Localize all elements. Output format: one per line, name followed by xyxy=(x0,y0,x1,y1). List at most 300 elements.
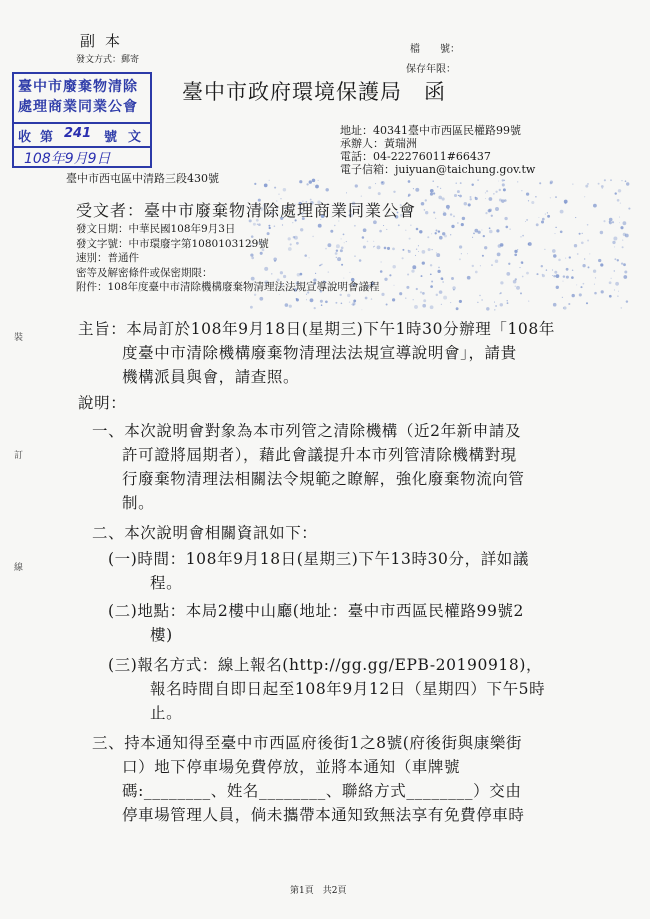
scan-speckle xyxy=(588,266,590,268)
scan-speckle xyxy=(482,255,484,257)
scan-speckle xyxy=(430,273,432,275)
scan-speckle xyxy=(451,225,454,228)
scan-speckle xyxy=(526,272,529,275)
scan-speckle xyxy=(408,250,410,252)
scan-speckle xyxy=(503,188,506,191)
binding-mark-ding: 訂 xyxy=(14,451,24,461)
scan-speckle xyxy=(427,236,429,238)
scan-speckle xyxy=(453,289,455,291)
scan-speckle xyxy=(437,270,440,273)
scan-speckle xyxy=(435,232,437,234)
scan-speckle xyxy=(408,195,410,197)
scan-speckle xyxy=(609,221,611,223)
scan-speckle xyxy=(371,298,372,299)
scan-speckle xyxy=(495,191,497,193)
stamp-date: 108年9月9日 xyxy=(24,151,111,167)
scan-speckle xyxy=(430,305,434,309)
scan-speckle xyxy=(411,269,414,272)
scan-speckle xyxy=(508,263,510,265)
scan-speckle xyxy=(485,212,487,214)
scan-speckle xyxy=(439,290,443,294)
scan-speckle xyxy=(601,290,604,293)
scan-speckle xyxy=(399,292,402,295)
body-line: 行廢棄物清理法相關法令規範之瞭解，強化廢棄物流向管 xyxy=(122,470,525,488)
scan-speckle xyxy=(457,190,460,193)
scan-speckle xyxy=(368,186,371,189)
scan-speckle xyxy=(398,224,400,226)
meta-attachment: 附件：108年度臺中市清除機構廢棄物清理法法規宣導說明會議程 xyxy=(76,281,380,293)
scan-speckle xyxy=(495,305,497,307)
scan-speckle xyxy=(422,292,425,295)
recipient-address: 臺中市西屯區中清路三段430號 xyxy=(66,172,219,185)
scan-speckle xyxy=(502,183,505,186)
scan-speckle xyxy=(554,233,555,234)
scan-speckle xyxy=(416,228,419,231)
scan-speckle xyxy=(623,275,627,279)
scan-speckle xyxy=(446,205,450,209)
scan-speckle xyxy=(520,292,522,294)
scan-speckle xyxy=(461,223,464,226)
scan-speckle xyxy=(413,188,414,189)
scan-speckle xyxy=(462,217,465,220)
scan-speckle xyxy=(628,208,630,210)
meta-date: 發文日期：中華民國108年9月3日 xyxy=(76,223,236,235)
scan-speckle xyxy=(443,212,447,216)
scan-speckle xyxy=(604,179,606,181)
scan-speckle xyxy=(582,233,583,234)
scan-speckle xyxy=(515,286,516,287)
scan-speckle xyxy=(379,230,382,233)
scan-speckle xyxy=(589,253,590,254)
scan-speckle xyxy=(603,220,605,222)
scan-speckle xyxy=(408,180,411,183)
scan-speckle xyxy=(507,302,509,304)
scan-speckle xyxy=(386,304,388,306)
scan-speckle xyxy=(609,218,613,222)
scan-speckle xyxy=(576,284,577,285)
scan-speckle xyxy=(432,249,433,250)
scan-speckle xyxy=(477,179,478,180)
scan-speckle xyxy=(493,193,494,194)
scan-speckle xyxy=(600,263,603,266)
scan-speckle xyxy=(566,268,569,271)
scan-speckle xyxy=(485,198,486,199)
scan-speckle xyxy=(416,288,418,290)
scan-speckle xyxy=(617,295,619,297)
scan-speckle xyxy=(443,296,447,300)
scan-speckle xyxy=(460,182,462,184)
scan-speckle xyxy=(451,277,454,280)
scan-speckle xyxy=(470,196,472,198)
scan-speckle xyxy=(386,229,387,230)
body-line: 報名時間自即日起至108年9月12日（星期四）下午5時 xyxy=(150,680,546,698)
body-line: 口）地下停車場免費停放，並將本通知（車牌號 xyxy=(122,758,461,776)
scan-speckle xyxy=(584,196,585,197)
scan-speckle xyxy=(361,309,362,310)
scan-speckle xyxy=(612,241,615,244)
meta-speed: 速別：普通件 xyxy=(76,252,139,264)
scan-speckle xyxy=(320,300,323,303)
scan-speckle xyxy=(430,285,433,288)
scan-speckle xyxy=(433,181,434,182)
scan-speckle xyxy=(494,302,495,303)
scan-speckle xyxy=(614,289,615,290)
contact-block xyxy=(340,124,535,176)
scan-speckle xyxy=(422,304,426,308)
scan-speckle xyxy=(444,235,447,238)
scan-speckle xyxy=(560,210,564,214)
scan-speckle xyxy=(587,224,589,226)
scan-speckle xyxy=(500,303,503,306)
contact-handler: 承辦人：黃瑞洲 xyxy=(340,137,417,150)
binding-mark-zhuang: 裝 xyxy=(14,333,24,343)
scan-speckle xyxy=(453,215,455,217)
meta-number: 發文字號：中市環廢字第1080103129號 xyxy=(76,237,269,250)
body-line: 停車場管理人員，倘未攜帶本通知致無法享有免費停車時 xyxy=(122,806,525,824)
scan-speckle xyxy=(547,215,550,218)
body-line: 機構派員與會，請查照。 xyxy=(122,368,300,386)
scan-speckle xyxy=(314,307,316,309)
scan-speckle xyxy=(498,244,502,248)
scan-speckle xyxy=(384,247,387,250)
scan-speckle xyxy=(489,227,491,229)
scan-speckle xyxy=(423,299,426,302)
scan-speckle xyxy=(299,180,302,183)
scan-speckle xyxy=(614,270,615,271)
stamp-di: 第 xyxy=(40,130,54,145)
body-line: 主旨：本局訂於108年9月18日(星期三)下午1時30分辦理「108年 xyxy=(78,320,555,338)
scan-speckle xyxy=(283,188,286,191)
scan-speckle xyxy=(546,269,547,270)
scan-speckle xyxy=(459,195,462,198)
scan-speckle xyxy=(586,302,588,304)
scan-speckle xyxy=(601,185,604,188)
scan-speckle xyxy=(420,291,422,293)
scan-speckle xyxy=(620,307,622,309)
scan-speckle xyxy=(421,275,423,277)
scan-speckle xyxy=(615,192,617,194)
scan-speckle xyxy=(430,189,434,193)
body-line: (二)地點：本局2樓中山廳(地址：臺中市西區民權路99號2 xyxy=(108,602,524,620)
scan-speckle xyxy=(520,236,522,238)
scan-speckle xyxy=(436,294,438,296)
scan-speckle xyxy=(475,197,477,199)
scan-speckle xyxy=(541,220,544,223)
scan-speckle xyxy=(560,230,563,233)
scan-speckle xyxy=(306,299,307,300)
scan-speckle xyxy=(563,308,564,309)
scan-speckle xyxy=(405,297,406,298)
scan-speckle xyxy=(584,258,585,259)
stamp-wen: 文 xyxy=(128,130,142,145)
scan-speckle xyxy=(431,233,432,234)
scan-speckle xyxy=(600,231,603,234)
scan-speckle xyxy=(405,230,406,231)
scan-speckle xyxy=(406,286,409,289)
scan-speckle xyxy=(552,249,556,253)
scan-speckle xyxy=(539,182,541,184)
scan-speckle xyxy=(553,254,556,257)
scan-speckle xyxy=(441,304,442,305)
scan-speckle xyxy=(430,193,433,196)
scan-speckle xyxy=(528,200,529,201)
scan-speckle xyxy=(415,188,419,192)
scan-speckle xyxy=(442,278,444,280)
scan-speckle xyxy=(430,264,432,266)
preserve-years: 保存年限： xyxy=(406,64,456,75)
scan-speckle xyxy=(439,236,443,240)
scan-speckle xyxy=(505,226,508,229)
scan-speckle xyxy=(472,265,474,267)
scan-speckle xyxy=(309,180,312,183)
scan-speckle xyxy=(622,246,624,248)
scan-speckle xyxy=(565,258,566,259)
scan-speckle xyxy=(477,302,478,303)
scan-speckle xyxy=(569,256,571,258)
scan-speckle xyxy=(442,197,445,200)
scan-speckle xyxy=(312,179,316,183)
scan-speckle xyxy=(392,248,395,251)
body-line: 三、持本通知得至臺中市西區府後街1之8號(府後街與康樂街 xyxy=(92,734,523,752)
scan-speckle xyxy=(250,306,253,309)
scan-speckle xyxy=(483,235,485,237)
scan-speckle xyxy=(409,238,411,240)
scan-speckle xyxy=(566,276,569,279)
scan-speckle xyxy=(392,265,395,268)
scan-speckle xyxy=(618,291,619,292)
scan-speckle xyxy=(422,250,426,254)
scan-speckle xyxy=(594,284,595,285)
scan-speckle xyxy=(433,212,435,214)
scan-speckle xyxy=(341,303,343,305)
scan-speckle xyxy=(572,270,574,272)
scan-speckle xyxy=(410,225,411,226)
scan-speckle xyxy=(507,300,508,301)
scan-speckle xyxy=(443,211,444,212)
scan-speckle xyxy=(485,192,486,193)
scan-speckle xyxy=(514,250,517,253)
scan-speckle xyxy=(587,183,589,185)
scan-speckle xyxy=(443,281,444,282)
scan-speckle xyxy=(438,230,440,232)
scan-speckle xyxy=(274,187,276,189)
scan-speckle xyxy=(353,299,356,302)
scan-speckle xyxy=(545,214,546,215)
scan-speckle xyxy=(538,217,539,218)
scan-speckle xyxy=(471,183,473,185)
scan-speckle xyxy=(418,251,419,252)
body-line: 止。 xyxy=(150,704,183,722)
scan-speckle xyxy=(457,222,458,223)
scan-speckle xyxy=(585,185,588,188)
scan-speckle xyxy=(470,198,472,200)
scan-speckle xyxy=(325,188,328,191)
body-line: 二、本次說明會相關資訊如下： xyxy=(92,524,318,542)
scan-speckle xyxy=(555,196,557,198)
scan-speckle xyxy=(484,246,487,249)
scan-speckle xyxy=(428,248,431,251)
scan-speckle xyxy=(407,273,409,275)
scan-speckle xyxy=(384,278,387,281)
scan-speckle xyxy=(392,298,395,301)
scan-speckle xyxy=(504,217,507,220)
body-line: 碼:________、姓名________、聯絡方式________）交由 xyxy=(122,782,522,800)
scan-speckle xyxy=(598,183,600,185)
stamp-receive-row xyxy=(14,122,150,148)
scan-speckle xyxy=(431,281,433,283)
scan-speckle xyxy=(613,237,617,241)
scan-speckle xyxy=(623,263,626,266)
scan-speckle xyxy=(422,261,425,264)
scan-speckle xyxy=(553,303,557,307)
scan-speckle xyxy=(501,199,504,202)
scan-speckle xyxy=(296,298,298,300)
scan-speckle xyxy=(458,195,459,196)
scan-speckle xyxy=(516,286,520,290)
scan-speckle xyxy=(472,237,473,238)
scan-speckle xyxy=(614,246,615,247)
stamp-line2: 處理商業同業公會 xyxy=(18,99,138,115)
scan-speckle xyxy=(481,299,482,300)
scan-speckle xyxy=(593,204,597,208)
scan-speckle xyxy=(558,259,561,262)
scan-speckle xyxy=(531,201,534,204)
stamp-number: 241 xyxy=(64,126,92,141)
meta-secrecy: 密等及解密條件或保密期限： xyxy=(76,266,213,279)
meta-block xyxy=(76,222,380,295)
scan-speckle xyxy=(528,301,529,302)
scan-speckle xyxy=(459,300,462,303)
scan-speckle xyxy=(509,228,510,229)
scan-speckle xyxy=(479,295,480,296)
scan-speckle xyxy=(625,180,627,182)
scan-speckle xyxy=(495,259,498,262)
scan-speckle xyxy=(381,261,382,262)
scan-speckle xyxy=(285,303,289,307)
scan-speckle xyxy=(536,223,539,226)
scan-speckle xyxy=(264,184,268,188)
scan-speckle xyxy=(496,229,499,232)
scan-speckle xyxy=(594,292,597,295)
scan-speckle xyxy=(541,265,543,267)
scan-speckle xyxy=(562,297,563,298)
body-line: 許可證將屆期者），藉此會議提升本市列管清除機構對現 xyxy=(122,446,517,464)
scan-speckle xyxy=(480,265,481,266)
scan-speckle xyxy=(572,294,575,297)
scan-speckle xyxy=(416,249,417,250)
scan-speckle xyxy=(464,202,467,205)
scan-speckle xyxy=(577,253,579,255)
scan-speckle xyxy=(528,242,532,246)
scan-speckle xyxy=(623,221,627,225)
body-line: 程。 xyxy=(150,574,183,592)
scan-speckle xyxy=(467,276,471,280)
contact-address: 地址：40341臺中市西區民權路99號 xyxy=(340,124,521,137)
scan-speckle xyxy=(365,297,368,300)
scan-speckle xyxy=(486,307,489,310)
scan-speckle xyxy=(552,269,553,270)
scan-speckle xyxy=(609,281,612,284)
scan-speckle xyxy=(495,207,499,211)
scan-speckle xyxy=(412,265,416,269)
receipt-stamp xyxy=(12,72,152,168)
scan-speckle xyxy=(450,302,451,303)
scan-speckle xyxy=(418,245,419,246)
scan-speckle xyxy=(461,253,462,254)
scan-speckle xyxy=(380,270,383,273)
scan-speckle xyxy=(619,222,620,223)
scan-speckle xyxy=(491,215,493,217)
scan-speckle xyxy=(563,275,565,277)
scan-speckle xyxy=(579,233,581,235)
scan-speckle xyxy=(438,267,440,269)
scan-speckle xyxy=(522,235,524,237)
scan-speckle xyxy=(381,181,385,185)
scan-speckle xyxy=(610,179,612,181)
scan-speckle xyxy=(435,218,436,219)
scan-speckle xyxy=(555,227,556,228)
scan-speckle xyxy=(619,217,620,218)
scan-speckle xyxy=(456,183,457,184)
scan-speckle xyxy=(581,241,584,244)
scan-speckle xyxy=(598,259,601,262)
scan-speckle xyxy=(436,230,438,232)
scan-speckle xyxy=(520,267,521,268)
scan-speckle xyxy=(486,190,488,192)
page-footer: 第1頁 共2頁 xyxy=(290,886,347,896)
scan-speckle xyxy=(459,258,461,260)
scan-speckle xyxy=(556,286,559,289)
body-line: 度臺中市清除機構廢棄物清理法法規宣導說明會」，請貴 xyxy=(122,344,517,362)
scan-speckle xyxy=(498,181,499,182)
scan-speckle xyxy=(526,219,528,221)
scan-speckle xyxy=(456,307,459,310)
scan-speckle xyxy=(582,264,585,267)
scan-speckle xyxy=(615,282,619,286)
scan-speckle xyxy=(346,192,347,193)
scan-speckle xyxy=(481,229,482,230)
scan-speckle xyxy=(626,300,628,302)
stamp-hao: 號 xyxy=(104,130,118,145)
scan-speckle xyxy=(542,274,544,276)
body-line: 樓) xyxy=(150,626,173,644)
scan-speckle xyxy=(351,304,352,305)
scan-speckle xyxy=(554,271,557,274)
scan-speckle xyxy=(421,202,425,206)
scan-speckle xyxy=(349,301,350,302)
scan-speckle xyxy=(536,273,538,275)
body-line: 說明： xyxy=(78,394,127,412)
scan-speckle xyxy=(413,299,414,300)
org-name: 臺中市政府環境保護局 xyxy=(182,80,402,104)
scan-speckle xyxy=(259,297,263,301)
scan-speckle xyxy=(467,253,468,254)
scan-speckle xyxy=(544,249,545,250)
scan-speckle xyxy=(550,180,553,183)
stamp-receive: 收 xyxy=(18,130,32,145)
scan-speckle xyxy=(473,233,475,235)
scan-speckle xyxy=(550,197,551,198)
scan-speckle xyxy=(497,253,501,257)
scan-speckle xyxy=(583,283,585,285)
scan-speckle xyxy=(454,194,457,197)
scan-speckle xyxy=(611,278,612,279)
scan-speckle xyxy=(387,247,390,250)
contact-email: 電子信箱：juiyuan@taichung.gov.tw xyxy=(340,163,536,176)
scan-speckle xyxy=(402,257,404,259)
scan-speckle xyxy=(378,192,381,195)
recipient: 受文者：臺中市廢棄物清除處理商業同業公會 xyxy=(76,201,417,220)
